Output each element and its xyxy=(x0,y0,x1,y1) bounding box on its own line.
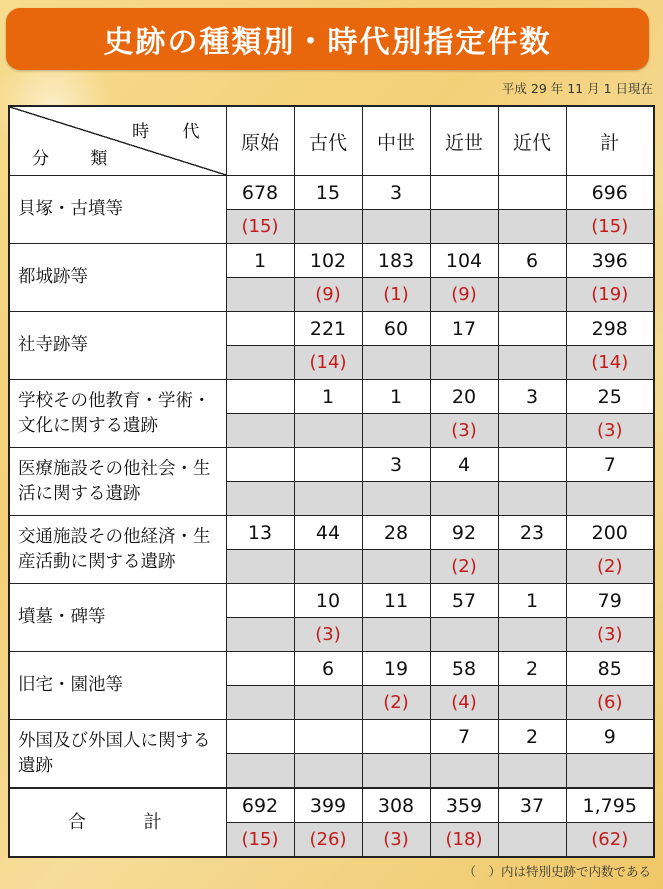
count-value xyxy=(226,380,294,414)
special-count: (15) xyxy=(566,210,654,244)
count-value: 692 xyxy=(226,788,294,823)
count-value: 3 xyxy=(362,176,430,210)
special-count xyxy=(498,550,566,584)
count-value: 7 xyxy=(430,720,498,754)
special-count: (18) xyxy=(430,823,498,858)
date-note: 平成 29 年 11 月 1 日現在 xyxy=(501,81,653,96)
count-value: 102 xyxy=(294,244,362,278)
table-row xyxy=(9,652,654,686)
count-value xyxy=(226,448,294,482)
special-count: (26) xyxy=(294,823,362,858)
count-value xyxy=(294,720,362,754)
category-label: 交通施設その他経済・生産活動に関する遺跡 xyxy=(9,516,226,584)
page-title: 史跡の種類別・時代別指定件数 xyxy=(103,25,552,60)
special-count xyxy=(362,346,430,380)
period-header: 古代 xyxy=(294,106,362,176)
special-count xyxy=(362,414,430,448)
special-count xyxy=(430,482,498,516)
special-count xyxy=(362,482,430,516)
category-label: 外国及び外国人に関する遺跡 xyxy=(9,720,226,789)
special-count xyxy=(294,482,362,516)
period-header: 近世 xyxy=(430,106,498,176)
count-value: 20 xyxy=(430,380,498,414)
count-value: 308 xyxy=(362,788,430,823)
count-value: 183 xyxy=(362,244,430,278)
count-value: 678 xyxy=(226,176,294,210)
count-value: 4 xyxy=(430,448,498,482)
count-value: 2 xyxy=(498,720,566,754)
count-value: 15 xyxy=(294,176,362,210)
special-count xyxy=(226,482,294,516)
special-count xyxy=(498,210,566,244)
total-value: 298 xyxy=(566,312,654,346)
count-value: 6 xyxy=(498,244,566,278)
count-value: 221 xyxy=(294,312,362,346)
total-value: 396 xyxy=(566,244,654,278)
table-row xyxy=(9,244,654,278)
special-count: (2) xyxy=(362,686,430,720)
special-count xyxy=(498,346,566,380)
special-count xyxy=(498,278,566,312)
count-value xyxy=(430,176,498,210)
count-value: 3 xyxy=(498,380,566,414)
count-value: 57 xyxy=(430,584,498,618)
table-row xyxy=(9,448,654,482)
special-count: (15) xyxy=(226,210,294,244)
count-value: 1 xyxy=(362,380,430,414)
header-row xyxy=(9,106,654,176)
total-value: 696 xyxy=(566,176,654,210)
period-header: 原始 xyxy=(226,106,294,176)
count-value xyxy=(498,448,566,482)
count-value xyxy=(498,176,566,210)
count-value: 1 xyxy=(226,244,294,278)
count-value: 58 xyxy=(430,652,498,686)
special-count: (1) xyxy=(362,278,430,312)
total-value: 9 xyxy=(566,720,654,754)
special-count xyxy=(294,686,362,720)
count-value: 23 xyxy=(498,516,566,550)
count-value: 359 xyxy=(430,788,498,823)
total-value: 200 xyxy=(566,516,654,550)
special-count: (9) xyxy=(294,278,362,312)
special-count xyxy=(498,754,566,789)
count-value: 44 xyxy=(294,516,362,550)
category-label: 学校その他教育・学術・文化に関する遺跡 xyxy=(9,380,226,448)
special-count xyxy=(294,210,362,244)
count-value: 92 xyxy=(430,516,498,550)
special-count xyxy=(294,550,362,584)
count-value: 2 xyxy=(498,652,566,686)
special-count xyxy=(294,754,362,789)
special-count xyxy=(498,686,566,720)
count-value xyxy=(498,312,566,346)
count-value xyxy=(294,448,362,482)
count-value xyxy=(362,720,430,754)
total-value: 7 xyxy=(566,448,654,482)
special-count: (3) xyxy=(430,414,498,448)
special-count: (3) xyxy=(566,414,654,448)
table-row xyxy=(9,380,654,414)
special-count xyxy=(498,823,566,858)
special-count xyxy=(430,346,498,380)
special-count: (14) xyxy=(566,346,654,380)
table-row xyxy=(9,584,654,618)
special-count xyxy=(226,346,294,380)
count-value xyxy=(226,584,294,618)
count-value: 13 xyxy=(226,516,294,550)
count-value: 3 xyxy=(362,448,430,482)
count-value: 104 xyxy=(430,244,498,278)
period-header: 中世 xyxy=(362,106,430,176)
count-value: 17 xyxy=(430,312,498,346)
special-count xyxy=(226,618,294,652)
count-value xyxy=(226,312,294,346)
special-count: (14) xyxy=(294,346,362,380)
special-count: (3) xyxy=(294,618,362,652)
special-count xyxy=(362,754,430,789)
special-count: (2) xyxy=(430,550,498,584)
special-count: (62) xyxy=(566,823,654,858)
category-label: 墳墓・碑等 xyxy=(9,584,226,652)
corner-header xyxy=(9,106,226,176)
special-count: (15) xyxy=(226,823,294,858)
count-value: 1 xyxy=(498,584,566,618)
special-count xyxy=(294,414,362,448)
special-count xyxy=(362,618,430,652)
title-banner xyxy=(6,8,649,70)
special-count: (3) xyxy=(566,618,654,652)
special-count: (2) xyxy=(566,550,654,584)
special-count: (3) xyxy=(362,823,430,858)
count-value xyxy=(226,720,294,754)
total-column-header: 計 xyxy=(566,106,654,176)
table-row xyxy=(9,516,654,550)
special-count xyxy=(498,482,566,516)
total-value: 85 xyxy=(566,652,654,686)
special-count xyxy=(226,550,294,584)
period-header: 近代 xyxy=(498,106,566,176)
special-count xyxy=(226,414,294,448)
special-count xyxy=(226,686,294,720)
count-value: 10 xyxy=(294,584,362,618)
total-value: 1,795 xyxy=(566,788,654,823)
count-value: 19 xyxy=(362,652,430,686)
special-count xyxy=(566,482,654,516)
special-count xyxy=(430,210,498,244)
special-count xyxy=(430,618,498,652)
count-value: 60 xyxy=(362,312,430,346)
category-label: 旧宅・園池等 xyxy=(9,652,226,720)
count-value: 1 xyxy=(294,380,362,414)
count-value: 399 xyxy=(294,788,362,823)
total-value: 79 xyxy=(566,584,654,618)
special-count xyxy=(430,754,498,789)
special-count xyxy=(226,754,294,789)
special-count: (4) xyxy=(430,686,498,720)
footnote: （ ）内は特別史跡で内数である xyxy=(463,864,651,879)
total-label: 合 計 xyxy=(9,788,226,857)
count-value: 37 xyxy=(498,788,566,823)
category-label: 都城跡等 xyxy=(9,244,226,312)
count-value: 11 xyxy=(362,584,430,618)
special-count: (19) xyxy=(566,278,654,312)
special-count xyxy=(498,618,566,652)
designation-table xyxy=(8,105,655,858)
corner-category-label: 分 類 xyxy=(32,149,126,169)
category-label: 社寺跡等 xyxy=(9,312,226,380)
special-count xyxy=(498,414,566,448)
count-value: 6 xyxy=(294,652,362,686)
corner-period-label: 時 代 xyxy=(132,122,214,142)
special-count xyxy=(566,754,654,789)
total-row xyxy=(9,788,654,823)
special-count xyxy=(226,278,294,312)
special-count: (9) xyxy=(430,278,498,312)
special-count xyxy=(362,210,430,244)
category-label: 医療施設その他社会・生活に関する遺跡 xyxy=(9,448,226,516)
special-count: (6) xyxy=(566,686,654,720)
category-label: 貝塚・古墳等 xyxy=(9,176,226,244)
count-value: 28 xyxy=(362,516,430,550)
table-row xyxy=(9,720,654,754)
total-value: 25 xyxy=(566,380,654,414)
count-value xyxy=(226,652,294,686)
special-count xyxy=(362,550,430,584)
table-row xyxy=(9,312,654,346)
table-row xyxy=(9,176,654,210)
